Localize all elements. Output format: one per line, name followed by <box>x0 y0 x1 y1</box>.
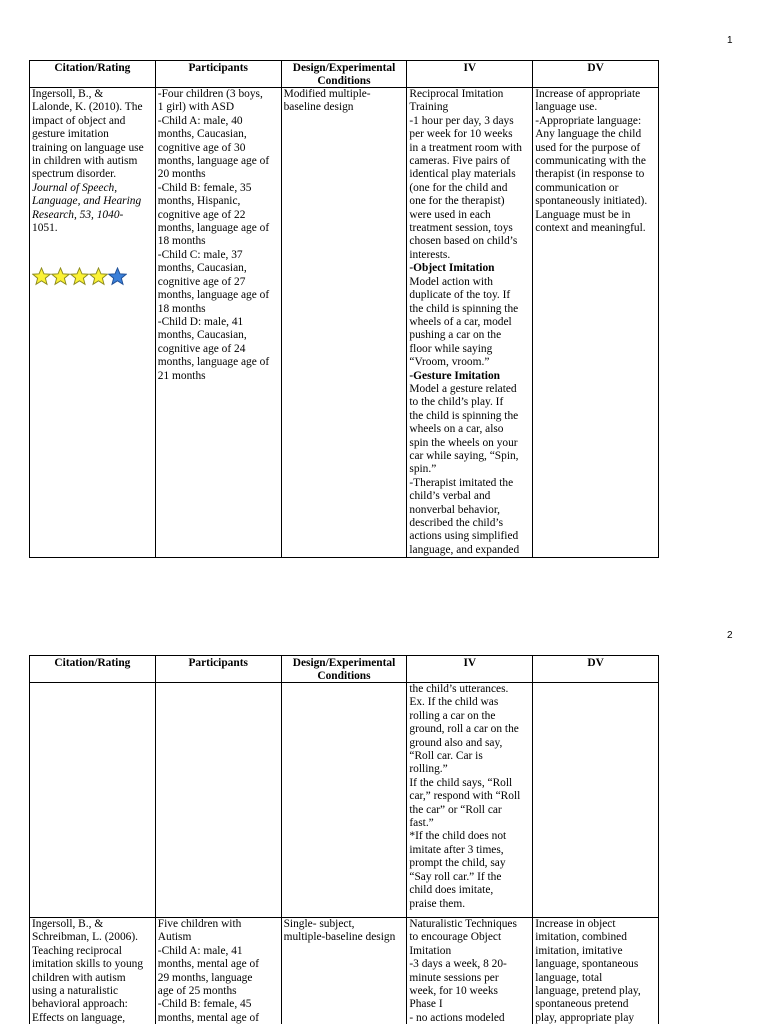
iv-line: the car” or “Roll car <box>409 803 502 816</box>
journal-line: Journal of Speech, <box>32 181 118 194</box>
dv-line: Any language the child <box>535 128 642 141</box>
journal-pages-end: 1051. <box>32 222 58 235</box>
iv-line: rolling.” <box>409 763 448 776</box>
iv-line: Model a gesture related <box>409 382 517 395</box>
iv-line: car while saying, “Spin, <box>409 449 519 462</box>
header-citation: Citation/Rating <box>30 61 156 88</box>
journal-line: Language, and Hearing <box>32 195 142 208</box>
iv-line: Phase I <box>409 998 443 1011</box>
iv-line: one for the therapist) <box>409 195 505 208</box>
dv-line: -Appropriate language: <box>535 114 642 127</box>
star-icon <box>32 267 51 286</box>
table-header-row <box>30 656 659 683</box>
participants-line: -Four children (3 boys, <box>157 88 263 100</box>
cell-design <box>281 88 407 558</box>
participants-line: months, mental age of <box>157 958 260 971</box>
iv-line: week, for 10 weeks <box>409 985 498 998</box>
dv-line: Increase in object <box>535 918 616 930</box>
dv-line: Language must be in <box>535 208 631 221</box>
cell-dv <box>533 88 659 558</box>
dv-line: language use. <box>535 101 598 114</box>
citation-line: children with autism <box>32 971 126 984</box>
participants-line: months, Hispanic, <box>157 195 241 208</box>
iv-line: If the child says, “Roll <box>409 776 513 789</box>
iv-line: Ex. If the child was <box>409 696 499 709</box>
iv-line: car,” respond with “Roll <box>409 790 521 803</box>
iv-line: treatment session, toys <box>409 222 513 235</box>
participants-line: months, language age of <box>157 356 270 369</box>
participants-line: cognitive age of 24 <box>157 342 246 355</box>
iv-line: - no actions modeled <box>409 1011 505 1024</box>
cell-iv <box>407 918 533 1024</box>
rating-stars <box>32 267 153 286</box>
header-design <box>281 656 407 683</box>
iv-line: the child is spinning the <box>409 409 519 422</box>
cell-dv-empty <box>533 683 659 918</box>
participants-line: months, language age of <box>157 289 270 302</box>
star-icon <box>70 267 89 286</box>
citation-line: gesture imitation <box>32 128 109 141</box>
participants-line: months, language age of <box>157 155 270 168</box>
iv-line: to the child’s play. If <box>409 396 504 409</box>
iv-line: Naturalistic Techniques <box>409 918 517 930</box>
citation-line: in children with autism <box>32 155 138 168</box>
design-line: Single- subject, <box>283 918 355 930</box>
citation-line: training on language use <box>32 141 144 154</box>
iv-line: imitate after 3 times, <box>409 843 504 856</box>
participants-line: Five children with <box>157 918 242 930</box>
citation-line: behavioral approach: <box>32 998 128 1011</box>
page-number-1: 1 <box>727 35 733 46</box>
star-icon <box>51 267 70 286</box>
iv-line: wheels on a car, also <box>409 423 504 436</box>
dv-line: language, spontaneous <box>535 958 639 971</box>
participants-line: months, Caucasian, <box>157 128 247 141</box>
iv-line: cameras. Five pairs of <box>409 155 510 168</box>
dv-line: context and meaningful. <box>535 222 646 235</box>
iv-line: Imitation <box>409 944 452 957</box>
iv-line: Training <box>409 101 449 114</box>
dv-line: therapist (in response to <box>535 168 645 181</box>
iv-line: -1 hour per day, 3 days <box>409 114 514 127</box>
header-iv: IV <box>407 656 533 683</box>
iv-line: Model action with <box>409 275 493 288</box>
dv-line: communicating with the <box>535 155 646 168</box>
iv-line: -Object Imitation <box>409 262 495 275</box>
iv-line: nonverbal behavior, <box>409 503 501 516</box>
participants-line: cognitive age of 22 <box>157 208 246 221</box>
star-icon <box>108 267 127 286</box>
iv-line: “Vroom, vroom.” <box>409 356 490 369</box>
participants-line: cognitive age of 27 <box>157 275 246 288</box>
iv-line: minute sessions per <box>409 971 499 984</box>
participants-line: months, Caucasian, <box>157 329 247 342</box>
iv-line: spin the wheels on your <box>409 436 518 449</box>
cell-citation <box>30 918 156 1024</box>
dv-line: spontaneous pretend <box>535 998 629 1011</box>
header-design-line: Conditions <box>317 74 371 87</box>
iv-line: child’s verbal and <box>409 490 491 503</box>
design-line: Modified multiple- <box>283 88 371 100</box>
iv-line: ground, roll a car on the <box>409 723 519 736</box>
participants-line: -Child A: male, 40 <box>157 114 243 127</box>
dv-line: used for the purpose of <box>535 141 641 154</box>
iv-line: identical play materials <box>409 168 516 181</box>
literature-table-page-2 <box>29 655 659 1024</box>
header-participants: Participants <box>155 656 281 683</box>
cell-participants-empty <box>155 683 281 918</box>
iv-line: prompt the child, say <box>409 857 506 870</box>
iv-line: the child’s utterances. <box>409 683 509 695</box>
iv-line: to encourage Object <box>409 931 502 944</box>
citation-line: imitation skills to young <box>32 958 144 971</box>
iv-line: in a treatment room with <box>409 141 523 154</box>
dv-line: imitation, imitative <box>535 944 623 957</box>
iv-line: spin.” <box>409 463 437 476</box>
iv-line: per week for 10 weeks <box>409 128 513 141</box>
iv-line: interests. <box>409 248 451 261</box>
iv-line: -3 days a week, 8 20- <box>409 958 507 971</box>
literature-table-page-1 <box>29 60 659 558</box>
header-citation: Citation/Rating <box>30 656 156 683</box>
participants-line: Autism <box>157 931 192 944</box>
header-iv: IV <box>407 61 533 88</box>
participants-line: 18 months <box>157 302 206 315</box>
cell-citation <box>30 88 156 558</box>
citation-line: Teaching reciprocal <box>32 944 122 957</box>
citation-line: Effects on language, <box>32 1011 126 1024</box>
iv-line: ground also and say, <box>409 736 503 749</box>
participants-line: 29 months, language <box>157 971 253 984</box>
cell-dv <box>533 918 659 1024</box>
participants-line: -Child C: male, 37 <box>157 248 243 261</box>
dv-line: imitation, combined <box>535 931 627 944</box>
dv-line: language, total <box>535 971 603 984</box>
participants-line: 20 months <box>157 168 206 181</box>
header-dv: DV <box>533 656 659 683</box>
iv-line: praise them. <box>409 897 466 910</box>
iv-line: chosen based on child’s <box>409 235 518 248</box>
iv-line: were used in each <box>409 208 491 221</box>
iv-line: -Gesture Imitation <box>409 369 500 382</box>
dv-line: spontaneously initiated). <box>535 195 648 208</box>
iv-line: “Say roll car.” If the <box>409 870 502 883</box>
participants-line: -Child D: male, 41 <box>157 315 244 328</box>
header-design-line: Design/Experimental <box>292 62 396 74</box>
dv-line: language, pretend play, <box>535 985 641 998</box>
design-line: multiple-baseline design <box>283 931 396 944</box>
citation-line: using a naturalistic <box>32 985 119 998</box>
cell-iv <box>407 683 533 918</box>
iv-line: child does imitate, <box>409 884 494 897</box>
participants-line: cognitive age of 30 <box>157 141 246 154</box>
iv-line: pushing a car on the <box>409 329 502 342</box>
header-design-line: Design/Experimental <box>292 657 396 669</box>
participants-line: 18 months <box>157 235 206 248</box>
iv-line: language, and expanded <box>409 543 520 556</box>
iv-line: *If the child does not <box>409 830 507 843</box>
iv-line: actions using simplified <box>409 530 519 543</box>
participants-line: months, language age of <box>157 222 270 235</box>
citation-line: Ingersoll, B., & <box>32 918 104 930</box>
header-participants: Participants <box>155 61 281 88</box>
cell-design-empty <box>281 683 407 918</box>
cell-participants <box>155 918 281 1024</box>
table-row-continued <box>30 683 659 918</box>
participants-line: 1 girl) with ASD <box>157 101 235 114</box>
page-number-2: 2 <box>727 630 733 641</box>
participants-line: months, mental age of <box>157 1011 260 1024</box>
iv-line: wheels of a car, model <box>409 315 512 328</box>
iv-line: -Therapist imitated the <box>409 476 514 489</box>
table-row <box>30 918 659 1024</box>
cell-participants <box>155 88 281 558</box>
iv-line: Reciprocal Imitation <box>409 88 504 100</box>
citation-line: impact of object and <box>32 114 126 127</box>
iv-line: rolling a car on the <box>409 709 496 722</box>
iv-line: floor while saying <box>409 342 493 355</box>
iv-line: “Roll car. Car is <box>409 750 483 763</box>
participants-line: -Child A: male, 41 <box>157 944 243 957</box>
header-design-line: Conditions <box>317 669 371 682</box>
participants-line: months, Caucasian, <box>157 262 247 275</box>
cell-citation-empty <box>30 683 156 918</box>
table-header-row <box>30 61 659 88</box>
iv-line: (one for the child and <box>409 181 508 194</box>
header-dv: DV <box>533 61 659 88</box>
participants-line: -Child B: female, 45 <box>157 998 252 1011</box>
citation-line: Ingersoll, B., & <box>32 88 104 100</box>
iv-line: fast.” <box>409 817 434 830</box>
dv-line: play, appropriate play <box>535 1011 635 1024</box>
citation-line: Schreibman, L. (2006). <box>32 931 138 944</box>
iv-line: the child is spinning the <box>409 302 519 315</box>
design-line: baseline design <box>283 101 354 114</box>
citation-line: spectrum disorder. <box>32 168 117 181</box>
header-design <box>281 61 407 88</box>
dv-line: Increase of appropriate <box>535 88 641 100</box>
journal-line: Research, 53, 1040- <box>32 208 124 221</box>
participants-line: age of 25 months <box>157 985 237 998</box>
iv-line: described the child’s <box>409 517 504 529</box>
citation-line: Lalonde, K. (2010). The <box>32 101 143 114</box>
table-row <box>30 88 659 558</box>
participants-line: -Child B: female, 35 <box>157 181 252 194</box>
star-icon <box>89 267 108 286</box>
dv-line: communication or <box>535 181 619 194</box>
iv-line: duplicate of the toy. If <box>409 289 511 302</box>
cell-iv <box>407 88 533 558</box>
cell-design <box>281 918 407 1024</box>
participants-line: 21 months <box>157 369 206 382</box>
